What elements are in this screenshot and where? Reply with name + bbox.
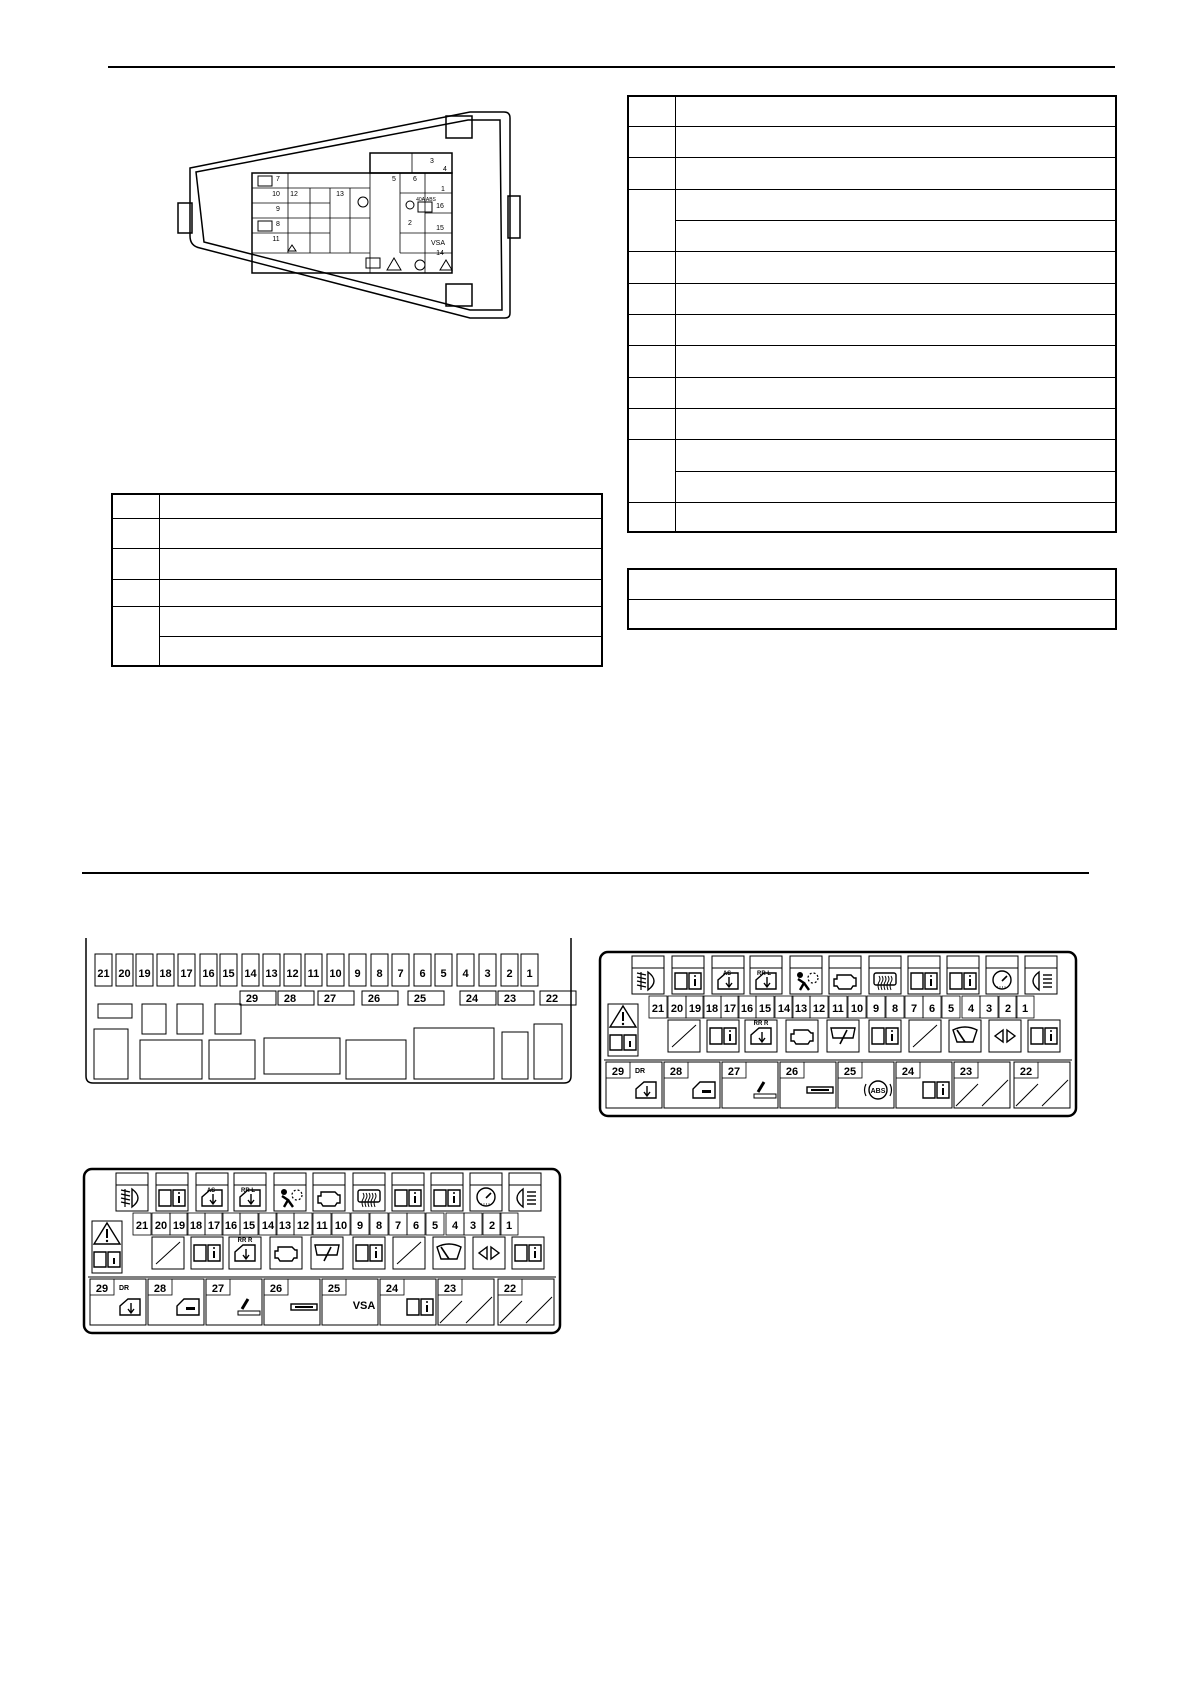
table-cell [112, 518, 160, 548]
blank-icon [156, 1242, 180, 1264]
label-bottom-cell [206, 1279, 262, 1325]
turn-signal-icon [995, 1030, 1015, 1042]
manual-icon [911, 973, 937, 989]
table-cell [112, 579, 160, 606]
engine-fuse-5: 5 [392, 176, 396, 183]
label-mid-icon-box [989, 1020, 1021, 1052]
label-fuse-number: 12 [296, 1220, 310, 1232]
lighter-icon [238, 1299, 260, 1315]
fog-light-icon [637, 972, 654, 990]
fuse-number: 5 [440, 968, 447, 980]
interior-fuse-box [84, 938, 574, 1086]
interior-fuse-slot [157, 954, 174, 986]
interior-fuse-slot [460, 991, 496, 1005]
blank-icon [672, 1025, 696, 1047]
label-top-icon-box [353, 1173, 385, 1211]
label-fuse-number: 8 [891, 1003, 899, 1015]
label-fuse-number: 1 [505, 1220, 513, 1232]
fuse-number: 16 [202, 968, 215, 980]
fuse-number: 22 [545, 993, 559, 1005]
label-as-text: AS [206, 1188, 216, 1194]
manual-icon [194, 1245, 220, 1261]
label-bottom-cell [664, 1062, 720, 1108]
interior-fuse-slot [457, 954, 474, 986]
table-cell [112, 606, 160, 666]
interior-fuse-slot [408, 991, 444, 1005]
interior-fuse-slot [318, 991, 354, 1005]
label-mid-icon-box [869, 1020, 901, 1052]
fuse-number: 12 [286, 968, 299, 980]
power-window-icon [751, 1028, 771, 1044]
fuse-number: 23 [503, 993, 517, 1005]
table-cell [676, 252, 1117, 283]
wiper-icon [315, 1245, 339, 1261]
table-cell [628, 377, 676, 408]
label-fuse-number: 23 [959, 1066, 973, 1078]
interior-fuse-slot [501, 954, 518, 986]
label-fuse-number: 8 [375, 1220, 383, 1232]
manual-icon [923, 1082, 949, 1098]
bottom-note-table [627, 568, 1117, 630]
interior-fuse-slot [263, 954, 280, 986]
manual-icon [872, 1028, 898, 1044]
label-mid-icon-box [191, 1237, 223, 1269]
radio-icon [291, 1304, 317, 1310]
interior-fuse-slot [242, 954, 259, 986]
label-fuse-number: 2 [1004, 1003, 1012, 1015]
label-mid-icon-box [473, 1237, 505, 1269]
interior-fuse-slot [116, 954, 133, 986]
label-fuse-number: 6 [928, 1003, 936, 1015]
label-bottom-cell [722, 1062, 778, 1108]
label-fuse-number: 4 [967, 1003, 975, 1015]
engine-fuse-1: 1 [441, 186, 445, 193]
manual-icon [675, 973, 701, 989]
speedometer-icon [477, 1188, 495, 1206]
label-bottom-cell [954, 1062, 1010, 1108]
label-fuse-number: 23 [443, 1283, 457, 1295]
table-cell [628, 252, 676, 283]
fuse-number: 6 [419, 968, 426, 980]
label-fuse-number: 14 [777, 1003, 791, 1015]
label-fuse-number: 4 [451, 1220, 459, 1232]
label-rr-l-text: RR L [757, 971, 771, 977]
table-cell [676, 346, 1117, 377]
fuse-number: 19 [138, 968, 151, 980]
power-window-icon [120, 1299, 140, 1315]
radio-icon [807, 1087, 833, 1093]
table-cell [676, 220, 1117, 251]
interior-fuse-slot [327, 954, 344, 986]
manual-icon [395, 1190, 421, 1206]
engine-fuse-6: 6 [413, 176, 417, 183]
table-cell [628, 569, 1116, 599]
label-fuse-number: 21 [651, 1003, 665, 1015]
table-cell [676, 158, 1117, 189]
label-dr-text: DR [634, 1068, 646, 1075]
label-mid-icon-box [707, 1020, 739, 1052]
label-fuse-number: 7 [910, 1003, 918, 1015]
fuse-number: 14 [244, 968, 257, 980]
manual-icon [1031, 1028, 1057, 1044]
label-fuse-number: 3 [985, 1003, 993, 1015]
interior-fuse-slot [200, 954, 217, 986]
label-fuse-number: 14 [261, 1220, 275, 1232]
fuse-number: 18 [159, 968, 172, 980]
power-window-icon [636, 1082, 656, 1098]
label-mid-icon-box [311, 1237, 343, 1269]
label-mid-icon-box [270, 1237, 302, 1269]
manual-icon [434, 1190, 460, 1206]
engine-fuse-14: 14 [436, 250, 444, 257]
label-fuse-number: 15 [242, 1220, 256, 1232]
fuse-number: 24 [465, 993, 479, 1005]
table-cell [676, 377, 1117, 408]
label-fuse-number: 19 [688, 1003, 702, 1015]
label-top-icon-box [1025, 956, 1057, 994]
table-cell [676, 96, 1117, 126]
label-fuse-number: 26 [269, 1283, 283, 1295]
fog-light-icon [121, 1189, 138, 1207]
table-cell [628, 283, 676, 314]
fuse-number: 29 [245, 993, 259, 1005]
table-cell [160, 494, 603, 518]
engine-fuse-10: 10 [272, 191, 280, 198]
label-mid-icon-box [433, 1237, 465, 1269]
table-cell [676, 503, 1117, 532]
label-fuse-number: 5 [431, 1220, 439, 1232]
label-mid-icon-box [1028, 1020, 1060, 1052]
engine-icon [275, 1247, 297, 1261]
label-fuse-number: 16 [224, 1220, 238, 1232]
engine-fuse-13: 13 [336, 191, 344, 198]
engine-abs-label: 40A ABS [416, 197, 436, 203]
blank-icon [913, 1025, 937, 1047]
fuse-number: 28 [283, 993, 297, 1005]
table-cell [628, 126, 676, 157]
label-bottom-cell [498, 1279, 554, 1325]
label-fuse-number: 27 [727, 1066, 741, 1078]
label-fuse-number: 24 [901, 1066, 915, 1078]
vsa-text: VSA [352, 1300, 376, 1312]
label-fuse-number: 17 [207, 1220, 221, 1232]
table-cell [628, 346, 676, 377]
label-fuse-number: 15 [758, 1003, 772, 1015]
rear-defrost-icon [874, 973, 896, 990]
label-fuse-number: 22 [503, 1283, 517, 1295]
engine-fuse-4: 4 [443, 166, 447, 173]
label-fuse-number: 28 [669, 1066, 683, 1078]
label-fuse-number: 10 [850, 1003, 864, 1015]
table-cell [628, 503, 676, 532]
table-cell [160, 548, 603, 579]
wiper-front-icon [437, 1244, 461, 1259]
label-fuse-number: 27 [211, 1283, 225, 1295]
label-top-icon-box [829, 956, 861, 994]
table-cell [628, 440, 676, 503]
label-mid-icon-box [827, 1020, 859, 1052]
fuse-number: 15 [222, 968, 235, 980]
door-lock-icon [177, 1299, 199, 1315]
table-cell [676, 283, 1117, 314]
manual-icon [356, 1245, 382, 1261]
label-top-icon-box [908, 956, 940, 994]
label-top-icon-box [672, 956, 704, 994]
turn-signal-icon [479, 1247, 499, 1259]
engine-box-icons [258, 176, 452, 270]
table-cell [676, 189, 1117, 220]
left-fuse-table [111, 493, 603, 667]
engine-fuse-7: 7 [276, 176, 280, 183]
manual-icon [710, 1028, 736, 1044]
fuse-number: 1 [526, 968, 533, 980]
top-rule [108, 66, 1115, 68]
headlight-icon [1033, 972, 1052, 990]
label-top-icon-box [156, 1173, 188, 1211]
manual-icon [950, 973, 976, 989]
label-fuse-number: 20 [670, 1003, 684, 1015]
interior-fuse-slot [95, 954, 112, 986]
label-dr-text: DR [118, 1285, 130, 1292]
label-fuse-number: 10 [334, 1220, 348, 1232]
airbag-icon [281, 1189, 302, 1207]
table-cell [628, 158, 676, 189]
table-cell [676, 471, 1117, 502]
door-lock-icon [693, 1082, 715, 1098]
airbag-icon [797, 972, 818, 990]
right-fuse-table [627, 95, 1117, 533]
table-cell [676, 409, 1117, 440]
label-fuse-number: 5 [947, 1003, 955, 1015]
label-fuse-number: 25 [327, 1283, 341, 1295]
interior-fuse-slot [362, 991, 398, 1005]
label-top-icon-box [313, 1173, 345, 1211]
power-window-icon [235, 1245, 255, 1261]
label-mid-icon-box [353, 1237, 385, 1269]
label-fuse-number: 11 [832, 1003, 844, 1015]
fuse-number: 13 [265, 968, 278, 980]
label-mid-icon-box [786, 1020, 818, 1052]
engine-icon [318, 1192, 340, 1206]
label-fuse-number: 13 [794, 1003, 808, 1015]
label-top-icon-box [470, 1173, 502, 1211]
table-cell [676, 314, 1117, 345]
engine-icon [834, 975, 856, 989]
table-cell [112, 494, 160, 518]
engine-fuse-16: 16 [436, 203, 444, 210]
label-fuse-number: 9 [872, 1003, 880, 1015]
interior-fuse-slot [178, 954, 195, 986]
label-fuse-number: 20 [154, 1220, 168, 1232]
label-fuse-number: 24 [385, 1283, 399, 1295]
fuse-number: 27 [323, 993, 337, 1005]
fuse-number: 26 [367, 993, 381, 1005]
manual-icon [159, 1190, 185, 1206]
label-mid-icon-box [152, 1237, 184, 1269]
fuse-label-abs [598, 950, 1078, 1120]
label-bottom-cell [148, 1279, 204, 1325]
wiper-front-icon [953, 1027, 977, 1042]
label-bottom-cell [322, 1279, 378, 1325]
label-top-icon-box [431, 1173, 463, 1211]
interior-fuse-slot [435, 954, 452, 986]
fuse-label-vsa [82, 1167, 562, 1337]
fuse-number: 9 [354, 968, 361, 980]
fuse-number: 4 [462, 968, 469, 980]
speedometer-icon [993, 971, 1011, 989]
label-fuse-number: 22 [1019, 1066, 1033, 1078]
label-mid-icon-box [909, 1020, 941, 1052]
interior-fuse-slot [305, 954, 322, 986]
fuse-number: 10 [329, 968, 342, 980]
label-fuse-number: 11 [316, 1220, 328, 1232]
label-fuse-number: 25 [843, 1066, 857, 1078]
label-rr-l-text: RR L [241, 1188, 255, 1194]
interior-fuse-slot [392, 954, 409, 986]
label-bottom-cell [438, 1279, 494, 1325]
table-cell [628, 314, 676, 345]
engine-fuse-9: 9 [276, 206, 280, 213]
fuse-number: 7 [397, 968, 404, 980]
table-cell [676, 440, 1117, 471]
label-fuse-number: 1 [1021, 1003, 1029, 1015]
fuse-number: 11 [307, 968, 320, 980]
label-top-icon-box [392, 1173, 424, 1211]
headlight-icon [517, 1189, 536, 1207]
table-cell [628, 409, 676, 440]
label-top-icon-box [986, 956, 1018, 994]
table-cell [160, 579, 603, 606]
table-cell [160, 518, 603, 548]
engine-fuse-3: 3 [430, 158, 434, 165]
abs-text: ABS [870, 1088, 886, 1095]
engine-vsa-label: VSA [430, 240, 446, 247]
wiper-icon [831, 1028, 855, 1044]
table-cell [628, 599, 1116, 629]
label-mid-icon-box [668, 1020, 700, 1052]
label-top-icon-box [632, 956, 664, 994]
label-bottom-cell [838, 1062, 894, 1108]
label-fuse-number: 2 [488, 1220, 496, 1232]
engine-fuse-11: 11 [272, 236, 280, 243]
interior-fuse-slot [349, 954, 366, 986]
label-top-icon-box [274, 1173, 306, 1211]
interior-fuse-slot [220, 954, 237, 986]
label-top-icon-box [509, 1173, 541, 1211]
label-fuse-number: 7 [394, 1220, 402, 1232]
label-bottom-cell [1014, 1062, 1070, 1108]
fuse-number: 25 [413, 993, 427, 1005]
interior-fuse-slot [498, 991, 534, 1005]
fuse-number: 2 [506, 968, 513, 980]
fuse-number: 17 [180, 968, 193, 980]
table-cell [676, 126, 1117, 157]
table-cell [112, 548, 160, 579]
label-bottom-cell [896, 1062, 952, 1108]
engine-fuse-2: 2 [408, 220, 412, 227]
interior-fuse-slot [521, 954, 538, 986]
label-fuse-number: 16 [740, 1003, 754, 1015]
table-cell [160, 606, 603, 636]
table-cell [628, 189, 676, 252]
blank-icon [397, 1242, 421, 1264]
warning-manual-icon [610, 1006, 636, 1050]
label-rr-r-text: RR R [753, 1021, 769, 1027]
label-fuse-number: 29 [95, 1283, 109, 1295]
label-fuse-number: 28 [153, 1283, 167, 1295]
warning-manual-icon [94, 1223, 120, 1267]
label-fuse-number: 26 [785, 1066, 799, 1078]
label-bottom-cell [264, 1279, 320, 1325]
label-rr-r-text: RR R [237, 1238, 253, 1244]
label-fuse-number: 19 [172, 1220, 186, 1232]
interior-fuse-slot [371, 954, 388, 986]
label-top-icon-box [869, 956, 901, 994]
middle-rule [82, 872, 1089, 874]
table-cell [160, 636, 603, 666]
rear-defrost-icon [358, 1190, 380, 1207]
table-cell [628, 96, 676, 126]
engine-fuse-12: 12 [290, 191, 298, 198]
label-mid-icon-box [512, 1237, 544, 1269]
label-fuse-number: 18 [705, 1003, 719, 1015]
fuse-number: 8 [376, 968, 383, 980]
interior-fuse-slot [240, 991, 276, 1005]
label-fuse-number: 13 [278, 1220, 292, 1232]
label-as-text: AS [722, 971, 732, 977]
label-fuse-number: 9 [356, 1220, 364, 1232]
label-fuse-number: 6 [412, 1220, 420, 1232]
label-top-icon-box [790, 956, 822, 994]
engine-fuse-8: 8 [276, 221, 280, 228]
label-top-icon-box [947, 956, 979, 994]
label-mid-icon-box [949, 1020, 981, 1052]
interior-fuse-slot [284, 954, 301, 986]
label-fuse-number: 3 [469, 1220, 477, 1232]
fuse-number: 21 [97, 968, 110, 980]
lighter-icon [754, 1082, 776, 1098]
interior-fuse-slot [136, 954, 153, 986]
label-top-icon-box [116, 1173, 148, 1211]
engine-fuse-15: 15 [436, 225, 444, 232]
fuse-number: 20 [118, 968, 131, 980]
label-bottom-cell [780, 1062, 836, 1108]
label-bottom-cell [380, 1279, 436, 1325]
manual-icon [407, 1299, 433, 1315]
label-fuse-number: 18 [189, 1220, 203, 1232]
label-mid-icon-box [393, 1237, 425, 1269]
interior-fuse-slot [479, 954, 496, 986]
manual-icon [515, 1245, 541, 1261]
label-fuse-number: 12 [812, 1003, 826, 1015]
fuse-number: 3 [484, 968, 491, 980]
label-fuse-number: 21 [135, 1220, 149, 1232]
label-fuse-number: 29 [611, 1066, 625, 1078]
interior-fuse-slot [414, 954, 431, 986]
label-fuse-number: 17 [723, 1003, 737, 1015]
interior-fuse-slot [278, 991, 314, 1005]
engine-icon [791, 1030, 813, 1044]
